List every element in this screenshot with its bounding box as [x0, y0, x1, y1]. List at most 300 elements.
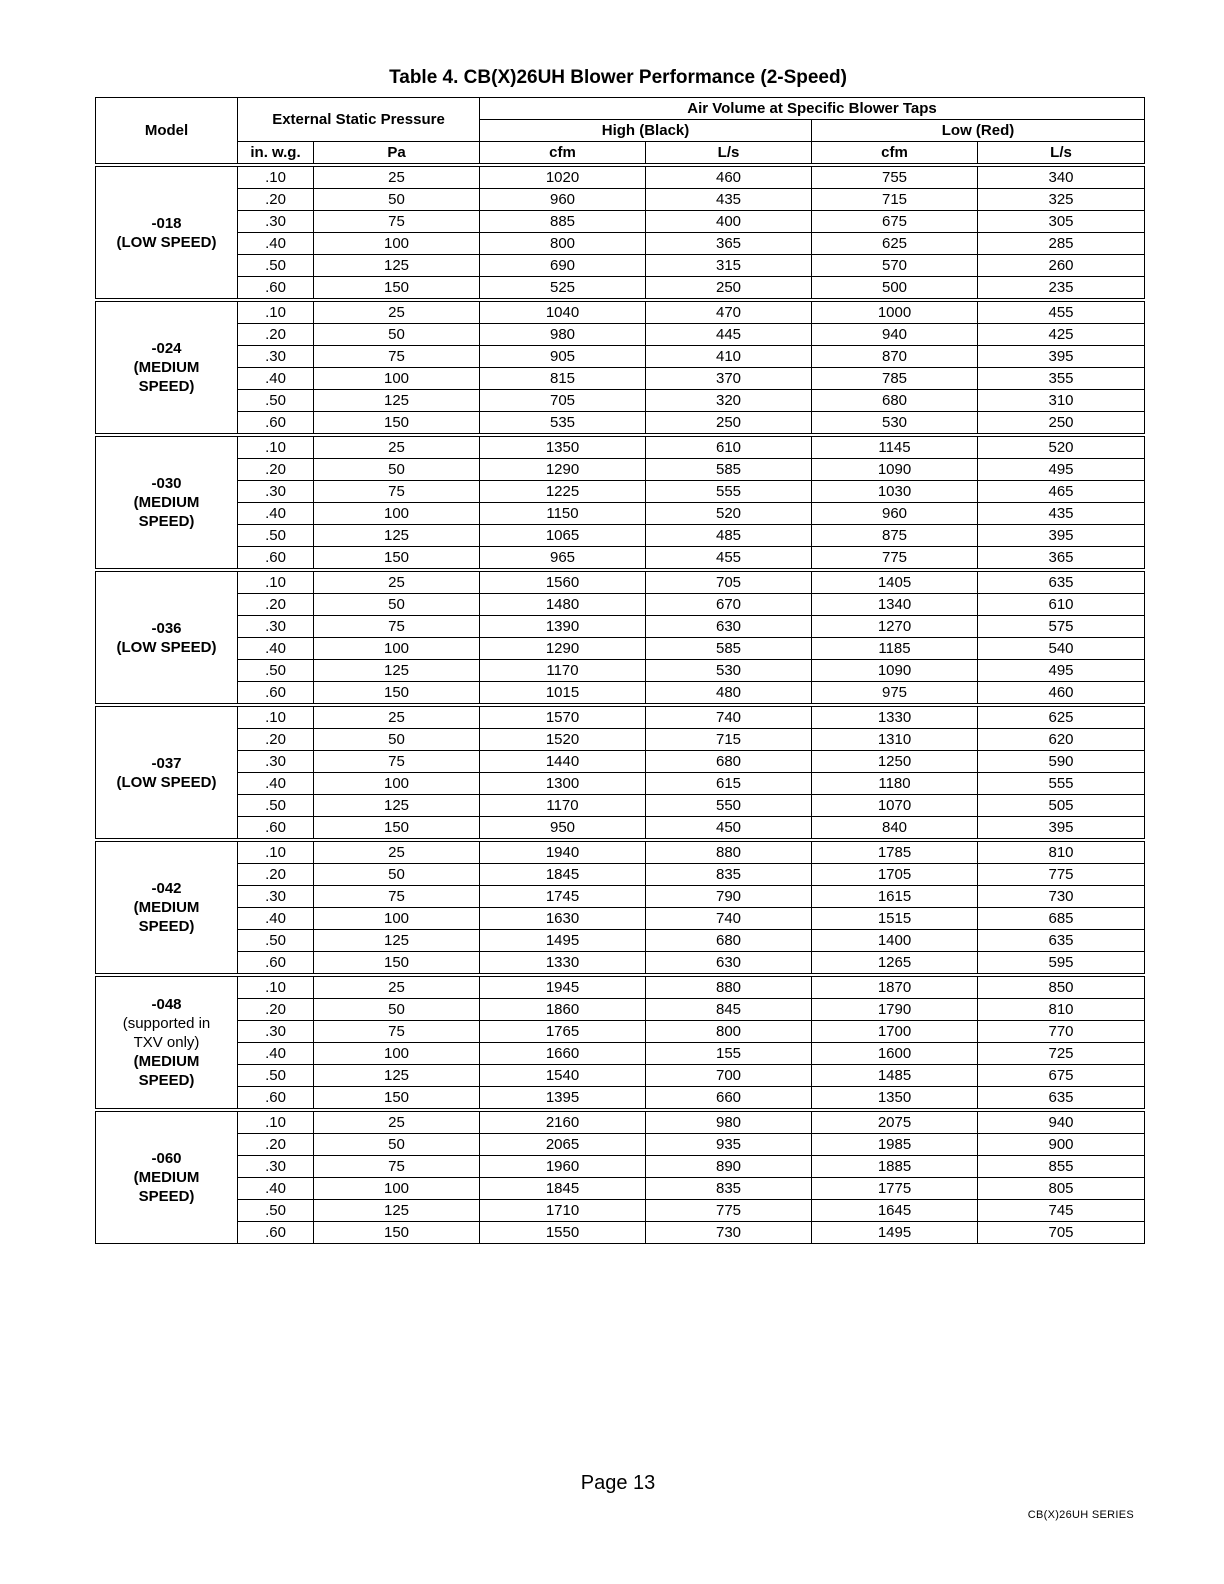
- high-cfm-cell: 1710: [480, 1200, 646, 1222]
- low-ls-cell: 505: [978, 795, 1145, 817]
- low-ls-cell: 260: [978, 255, 1145, 277]
- low-ls-cell: 725: [978, 1043, 1145, 1065]
- high-ls-cell: 880: [646, 975, 812, 999]
- high-ls-cell: 630: [646, 616, 812, 638]
- low-ls-cell: 635: [978, 930, 1145, 952]
- low-ls-cell: 635: [978, 570, 1145, 594]
- low-cfm-cell: 1700: [812, 1021, 978, 1043]
- high-cfm-cell: 1150: [480, 503, 646, 525]
- high-cfm-cell: 1495: [480, 930, 646, 952]
- low-ls-cell: 575: [978, 616, 1145, 638]
- model-label-line: (MEDIUM: [133, 1169, 200, 1186]
- high-ls-cell: 880: [646, 840, 812, 864]
- high-cfm-cell: 705: [480, 390, 646, 412]
- low-ls-cell: 395: [978, 525, 1145, 547]
- table-row: [96, 324, 1145, 346]
- pa-cell: 25: [314, 570, 480, 594]
- table-row: [96, 165, 1145, 189]
- inwg-cell: .10: [238, 1110, 314, 1134]
- high-ls-cell: 455: [646, 547, 812, 571]
- table-row: [96, 682, 1145, 706]
- pa-cell: 100: [314, 1043, 480, 1065]
- low-ls-cell: 730: [978, 886, 1145, 908]
- table-row: [96, 412, 1145, 436]
- pa-cell: 25: [314, 435, 480, 459]
- pa-cell: 150: [314, 412, 480, 436]
- pa-cell: 25: [314, 705, 480, 729]
- high-ls-cell: 550: [646, 795, 812, 817]
- low-cfm-cell: 2075: [812, 1110, 978, 1134]
- high-ls-cell: 435: [646, 189, 812, 211]
- model-note-line: (supported in: [122, 1015, 211, 1032]
- high-cfm-cell: 525: [480, 277, 646, 301]
- pa-cell: 125: [314, 1200, 480, 1222]
- high-ls-cell: 520: [646, 503, 812, 525]
- low-ls-cell: 520: [978, 435, 1145, 459]
- table-row: [96, 1200, 1145, 1222]
- inwg-cell: .50: [238, 795, 314, 817]
- table-row: [96, 435, 1145, 459]
- low-cfm-cell: 675: [812, 211, 978, 233]
- pa-cell: 100: [314, 233, 480, 255]
- low-cfm-cell: 1485: [812, 1065, 978, 1087]
- inwg-cell: .50: [238, 390, 314, 412]
- inwg-cell: .20: [238, 999, 314, 1021]
- table-row: [96, 233, 1145, 255]
- model-label-line: (LOW SPEED): [116, 773, 217, 791]
- high-ls-cell: 585: [646, 459, 812, 481]
- high-cfm-cell: 1960: [480, 1156, 646, 1178]
- low-cfm-cell: 875: [812, 525, 978, 547]
- pa-cell: 25: [314, 975, 480, 999]
- pa-cell: 125: [314, 660, 480, 682]
- high-cfm-cell: 1290: [480, 459, 646, 481]
- table-row: [96, 300, 1145, 324]
- high-cfm-cell: 1845: [480, 1178, 646, 1200]
- high-ls-cell: 935: [646, 1134, 812, 1156]
- high-cfm-header: cfm: [480, 142, 646, 166]
- static-pressure-header: External Static Pressure: [238, 98, 480, 142]
- model-header: Model: [96, 98, 238, 166]
- low-ls-header: L/s: [978, 142, 1145, 166]
- inwg-cell: .10: [238, 570, 314, 594]
- low-cfm-cell: 1615: [812, 886, 978, 908]
- table-row: [96, 255, 1145, 277]
- low-ls-cell: 770: [978, 1021, 1145, 1043]
- pa-cell: 125: [314, 1065, 480, 1087]
- model-cell: [96, 300, 238, 435]
- table-row: [96, 525, 1145, 547]
- high-ls-cell: 800: [646, 1021, 812, 1043]
- table-row: [96, 864, 1145, 886]
- low-cfm-cell: 1885: [812, 1156, 978, 1178]
- low-tap-header: Low (Red): [812, 120, 1145, 142]
- high-cfm-cell: 1860: [480, 999, 646, 1021]
- high-ls-cell: 155: [646, 1043, 812, 1065]
- inwg-cell: .40: [238, 1178, 314, 1200]
- inwg-cell: .20: [238, 729, 314, 751]
- pa-cell: 75: [314, 1156, 480, 1178]
- model-label-line: (MEDIUM: [133, 1053, 200, 1070]
- low-cfm-cell: 1330: [812, 705, 978, 729]
- low-cfm-cell: 1985: [812, 1134, 978, 1156]
- high-ls-header: L/s: [646, 142, 812, 166]
- high-ls-cell: 740: [646, 705, 812, 729]
- high-ls-cell: 610: [646, 435, 812, 459]
- high-cfm-cell: 1845: [480, 864, 646, 886]
- model-label-line: SPEED): [138, 513, 195, 530]
- high-ls-cell: 315: [646, 255, 812, 277]
- high-cfm-cell: 1765: [480, 1021, 646, 1043]
- low-cfm-cell: 755: [812, 165, 978, 189]
- high-ls-cell: 365: [646, 233, 812, 255]
- low-cfm-cell: 1350: [812, 1087, 978, 1111]
- high-cfm-cell: 1395: [480, 1087, 646, 1111]
- high-ls-cell: 445: [646, 324, 812, 346]
- high-cfm-cell: 815: [480, 368, 646, 390]
- model-label-line: -036: [151, 619, 182, 637]
- inwg-cell: .50: [238, 525, 314, 547]
- low-cfm-header: cfm: [812, 142, 978, 166]
- inwg-cell: .10: [238, 435, 314, 459]
- pa-cell: 100: [314, 908, 480, 930]
- low-ls-cell: 365: [978, 547, 1145, 571]
- low-cfm-cell: 1785: [812, 840, 978, 864]
- low-ls-cell: 395: [978, 346, 1145, 368]
- pa-cell: 75: [314, 346, 480, 368]
- table-row: [96, 390, 1145, 412]
- inwg-cell: .40: [238, 638, 314, 660]
- low-ls-cell: 355: [978, 368, 1145, 390]
- low-ls-cell: 810: [978, 999, 1145, 1021]
- series-footer: CB(X)26UH SERIES: [1027, 1509, 1134, 1521]
- low-cfm-cell: 940: [812, 324, 978, 346]
- inwg-cell: .40: [238, 908, 314, 930]
- table-row: [96, 547, 1145, 571]
- table-row: [96, 705, 1145, 729]
- inwg-cell: .40: [238, 368, 314, 390]
- model-note-line: TXV only): [133, 1034, 200, 1051]
- high-cfm-cell: 1480: [480, 594, 646, 616]
- model-label-line: SPEED): [138, 1188, 195, 1205]
- low-ls-cell: 675: [978, 1065, 1145, 1087]
- high-cfm-cell: 1940: [480, 840, 646, 864]
- table-row: [96, 1222, 1145, 1244]
- table-row: [96, 277, 1145, 301]
- high-ls-cell: 250: [646, 412, 812, 436]
- model-group: [96, 165, 1145, 300]
- low-cfm-cell: 1400: [812, 930, 978, 952]
- inwg-cell: .50: [238, 660, 314, 682]
- high-ls-cell: 460: [646, 165, 812, 189]
- model-cell: [96, 570, 238, 705]
- model-label-line: -042: [151, 880, 182, 897]
- low-ls-cell: 425: [978, 324, 1145, 346]
- low-cfm-cell: 680: [812, 390, 978, 412]
- high-ls-cell: 700: [646, 1065, 812, 1087]
- inwg-cell: .60: [238, 817, 314, 841]
- pa-cell: 25: [314, 1110, 480, 1134]
- high-ls-cell: 585: [646, 638, 812, 660]
- low-ls-cell: 940: [978, 1110, 1145, 1134]
- pa-cell: 150: [314, 952, 480, 976]
- low-cfm-cell: 1600: [812, 1043, 978, 1065]
- table-row: [96, 1065, 1145, 1087]
- table-row: [96, 908, 1145, 930]
- high-cfm-cell: 1225: [480, 481, 646, 503]
- model-label-line: -048: [151, 996, 182, 1013]
- low-cfm-cell: 530: [812, 412, 978, 436]
- high-cfm-cell: 950: [480, 817, 646, 841]
- low-ls-cell: 555: [978, 773, 1145, 795]
- high-ls-cell: 670: [646, 594, 812, 616]
- inwg-cell: .20: [238, 594, 314, 616]
- low-ls-cell: 625: [978, 705, 1145, 729]
- inwg-cell: .40: [238, 1043, 314, 1065]
- inwg-cell: .60: [238, 952, 314, 976]
- high-ls-cell: 410: [646, 346, 812, 368]
- inwg-cell: .50: [238, 1065, 314, 1087]
- high-cfm-cell: 1745: [480, 886, 646, 908]
- inwg-cell: .10: [238, 705, 314, 729]
- inwg-cell: .10: [238, 840, 314, 864]
- low-cfm-cell: 1270: [812, 616, 978, 638]
- pa-cell: 125: [314, 525, 480, 547]
- model-group: [96, 975, 1145, 1110]
- pa-cell: 75: [314, 886, 480, 908]
- low-cfm-cell: 500: [812, 277, 978, 301]
- model-label-line: SPEED): [138, 1072, 195, 1089]
- high-cfm-cell: 1290: [480, 638, 646, 660]
- high-cfm-cell: 965: [480, 547, 646, 571]
- inwg-cell: .30: [238, 1021, 314, 1043]
- model-cell: [96, 435, 238, 570]
- pa-cell: 150: [314, 682, 480, 706]
- inwg-cell: .50: [238, 930, 314, 952]
- table-row: [96, 751, 1145, 773]
- table-row: [96, 930, 1145, 952]
- pa-cell: 50: [314, 729, 480, 751]
- pa-cell: 50: [314, 324, 480, 346]
- low-ls-cell: 705: [978, 1222, 1145, 1244]
- high-ls-cell: 715: [646, 729, 812, 751]
- low-ls-cell: 395: [978, 817, 1145, 841]
- high-cfm-cell: 1560: [480, 570, 646, 594]
- air-volume-header: Air Volume at Specific Blower Taps: [480, 98, 1145, 120]
- pa-cell: 150: [314, 817, 480, 841]
- inwg-cell: .30: [238, 886, 314, 908]
- inwg-cell: .40: [238, 233, 314, 255]
- high-cfm-cell: 800: [480, 233, 646, 255]
- high-cfm-cell: 1170: [480, 795, 646, 817]
- table-row: [96, 1156, 1145, 1178]
- pa-cell: 150: [314, 1222, 480, 1244]
- high-cfm-cell: 1020: [480, 165, 646, 189]
- high-cfm-cell: 1550: [480, 1222, 646, 1244]
- inwg-cell: .50: [238, 1200, 314, 1222]
- high-ls-cell: 555: [646, 481, 812, 503]
- inwg-cell: .20: [238, 324, 314, 346]
- low-cfm-cell: 1090: [812, 660, 978, 682]
- high-ls-cell: 730: [646, 1222, 812, 1244]
- pa-header: Pa: [314, 142, 480, 166]
- table-row: [96, 886, 1145, 908]
- low-cfm-cell: 960: [812, 503, 978, 525]
- low-cfm-cell: 975: [812, 682, 978, 706]
- low-ls-cell: 810: [978, 840, 1145, 864]
- high-ls-cell: 775: [646, 1200, 812, 1222]
- pa-cell: 75: [314, 1021, 480, 1043]
- table-row: [96, 817, 1145, 841]
- low-cfm-cell: 1070: [812, 795, 978, 817]
- pa-cell: 100: [314, 368, 480, 390]
- high-cfm-cell: 1390: [480, 616, 646, 638]
- table-row: [96, 481, 1145, 503]
- high-cfm-cell: 2160: [480, 1110, 646, 1134]
- inwg-cell: .30: [238, 1156, 314, 1178]
- table-row: [96, 773, 1145, 795]
- high-ls-cell: 740: [646, 908, 812, 930]
- table-row: [96, 1043, 1145, 1065]
- model-cell: [96, 975, 238, 1110]
- high-cfm-cell: 1520: [480, 729, 646, 751]
- low-ls-cell: 465: [978, 481, 1145, 503]
- table-row: [96, 594, 1145, 616]
- high-ls-cell: 660: [646, 1087, 812, 1111]
- low-ls-cell: 855: [978, 1156, 1145, 1178]
- low-ls-cell: 285: [978, 233, 1145, 255]
- high-cfm-cell: 905: [480, 346, 646, 368]
- pa-cell: 75: [314, 616, 480, 638]
- low-ls-cell: 900: [978, 1134, 1145, 1156]
- high-ls-cell: 450: [646, 817, 812, 841]
- pa-cell: 150: [314, 547, 480, 571]
- inwg-cell: .60: [238, 682, 314, 706]
- low-ls-cell: 595: [978, 952, 1145, 976]
- inwg-cell: .30: [238, 346, 314, 368]
- low-ls-cell: 310: [978, 390, 1145, 412]
- pa-cell: 75: [314, 481, 480, 503]
- inwg-cell: .60: [238, 412, 314, 436]
- model-label-line: SPEED): [138, 918, 195, 935]
- low-cfm-cell: 870: [812, 346, 978, 368]
- low-cfm-cell: 1030: [812, 481, 978, 503]
- page-number: Page 13: [580, 1472, 656, 1494]
- high-cfm-cell: 1350: [480, 435, 646, 459]
- high-cfm-cell: 1945: [480, 975, 646, 999]
- low-cfm-cell: 840: [812, 817, 978, 841]
- model-label-line: SPEED): [138, 378, 195, 395]
- pa-cell: 150: [314, 1087, 480, 1111]
- table-row: [96, 459, 1145, 481]
- low-cfm-cell: 1705: [812, 864, 978, 886]
- low-ls-cell: 635: [978, 1087, 1145, 1111]
- high-ls-cell: 890: [646, 1156, 812, 1178]
- inwg-cell: .30: [238, 751, 314, 773]
- high-cfm-cell: 535: [480, 412, 646, 436]
- high-cfm-cell: 1015: [480, 682, 646, 706]
- high-cfm-cell: 1330: [480, 952, 646, 976]
- high-cfm-cell: 1170: [480, 660, 646, 682]
- high-cfm-cell: 1570: [480, 705, 646, 729]
- pa-cell: 100: [314, 638, 480, 660]
- low-cfm-cell: 1515: [812, 908, 978, 930]
- low-ls-cell: 325: [978, 189, 1145, 211]
- pa-cell: 50: [314, 594, 480, 616]
- low-cfm-cell: 1000: [812, 300, 978, 324]
- low-cfm-cell: 1790: [812, 999, 978, 1021]
- pa-cell: 75: [314, 211, 480, 233]
- inwg-cell: .20: [238, 1134, 314, 1156]
- inwg-cell: .20: [238, 864, 314, 886]
- table-row: [96, 952, 1145, 976]
- model-cell: [96, 840, 238, 975]
- low-cfm-cell: 715: [812, 189, 978, 211]
- pa-cell: 125: [314, 930, 480, 952]
- pa-cell: 125: [314, 795, 480, 817]
- low-ls-cell: 305: [978, 211, 1145, 233]
- inwg-cell: .60: [238, 277, 314, 301]
- low-ls-cell: 805: [978, 1178, 1145, 1200]
- table-row: [96, 795, 1145, 817]
- model-label-line: -037: [151, 754, 182, 772]
- pa-cell: 150: [314, 277, 480, 301]
- high-ls-cell: 630: [646, 952, 812, 976]
- inwg-cell: .30: [238, 481, 314, 503]
- pa-cell: 50: [314, 999, 480, 1021]
- pa-cell: 50: [314, 459, 480, 481]
- high-ls-cell: 835: [646, 864, 812, 886]
- low-ls-cell: 235: [978, 277, 1145, 301]
- low-ls-cell: 850: [978, 975, 1145, 999]
- model-label-line: (MEDIUM: [133, 899, 200, 916]
- high-ls-cell: 980: [646, 1110, 812, 1134]
- low-cfm-cell: 1310: [812, 729, 978, 751]
- table-row: [96, 975, 1145, 999]
- table-row: [96, 346, 1145, 368]
- high-cfm-cell: 885: [480, 211, 646, 233]
- pa-cell: 100: [314, 503, 480, 525]
- high-ls-cell: 530: [646, 660, 812, 682]
- model-label-line: (LOW SPEED): [116, 233, 217, 251]
- low-cfm-cell: 1090: [812, 459, 978, 481]
- model-label-line: (LOW SPEED): [116, 638, 217, 656]
- high-cfm-cell: 1300: [480, 773, 646, 795]
- table-row: [96, 1110, 1145, 1134]
- high-ls-cell: 680: [646, 751, 812, 773]
- inwg-cell: .60: [238, 1087, 314, 1111]
- table-header: [96, 98, 1145, 166]
- inwg-cell: .10: [238, 975, 314, 999]
- high-ls-cell: 680: [646, 930, 812, 952]
- low-ls-cell: 250: [978, 412, 1145, 436]
- table-title: Table 4. CB(X)26UH Blower Performance (2-Speed): [389, 67, 847, 88]
- table-row: [96, 1178, 1145, 1200]
- inwg-header: in. w.g.: [238, 142, 314, 166]
- low-ls-cell: 435: [978, 503, 1145, 525]
- inwg-cell: .40: [238, 503, 314, 525]
- high-cfm-cell: 1040: [480, 300, 646, 324]
- inwg-cell: .20: [238, 189, 314, 211]
- low-cfm-cell: 625: [812, 233, 978, 255]
- pa-cell: 100: [314, 773, 480, 795]
- low-cfm-cell: 1405: [812, 570, 978, 594]
- inwg-cell: .50: [238, 255, 314, 277]
- high-ls-cell: 835: [646, 1178, 812, 1200]
- pa-cell: 50: [314, 864, 480, 886]
- model-label-line: (MEDIUM: [133, 494, 200, 511]
- pa-cell: 25: [314, 840, 480, 864]
